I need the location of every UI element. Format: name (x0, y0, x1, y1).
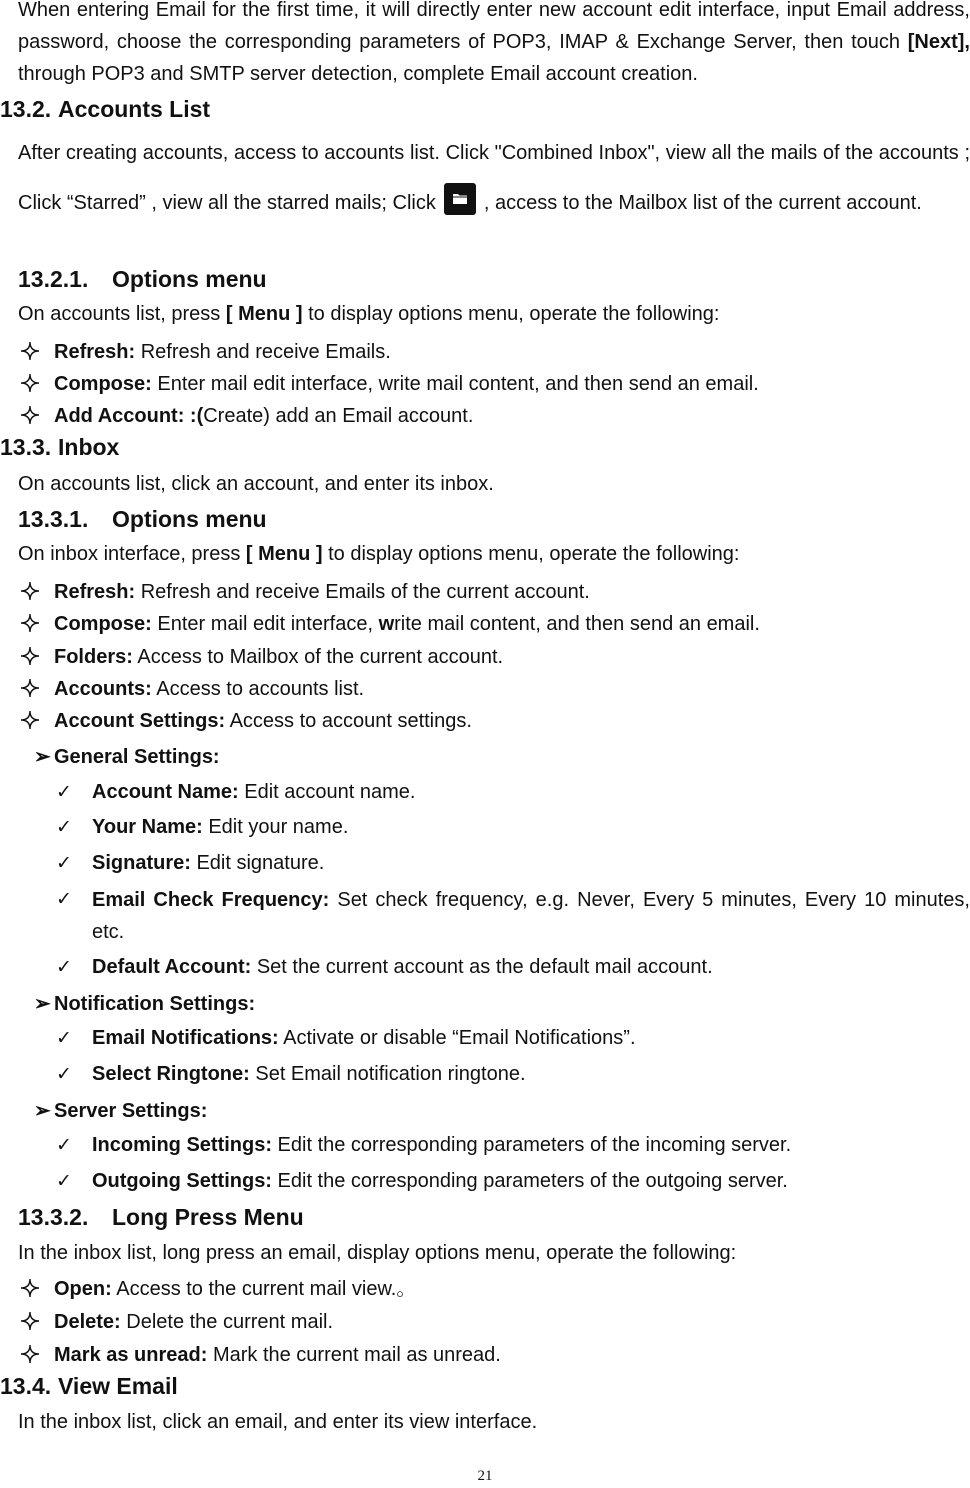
checkmark-icon: ✓ (56, 1134, 72, 1156)
intro-text: When entering Email for the first time, it will directly enter new account edit interface, input Email address, password, choose the corresponding parameters of POP3, IMAP & Exchange Server, then touch (18, 0, 970, 53)
page-number: 21 (477, 1468, 493, 1484)
long-press-paragraph: In the inbox list, long press an email, display options menu, operate the following: (18, 1242, 737, 1264)
diamond-bullet-icon (20, 678, 40, 698)
notification-settings-heading: ➢ Notification Settings: (34, 993, 256, 1015)
view-email-paragraph: In the inbox list, click an email, and enter its view interface. (18, 1411, 538, 1433)
checkmark-icon: ✓ (56, 1170, 72, 1192)
intro-paragraph (18, 0, 970, 90)
next-button-ref: [Next], (907, 31, 970, 53)
diamond-bullet-icon (20, 613, 40, 633)
general-settings-heading: ➢ General Settings: (34, 746, 220, 768)
checkmark-icon: ✓ (56, 1027, 72, 1049)
intro-text-end: through POP3 and SMTP server detection, complete Email account creation. (18, 63, 698, 85)
diamond-bullet-icon (20, 405, 40, 425)
diamond-bullet-icon (20, 581, 40, 601)
arrow-bullet-icon: ➢ (34, 993, 51, 1015)
arrow-bullet-icon: ➢ (34, 746, 51, 768)
diamond-bullet-icon (20, 710, 40, 730)
arrow-bullet-icon: ➢ (34, 1100, 51, 1122)
manual-page: When entering Email for the first time, it will directly enter new account edit interface, input Email address, password, choose the corresponding parameters of POP3, IMAP & Exchange Server, then touch [Next], through POP3 and SMTP server detection, complete Email account creation. 13.2. Accounts List After creating accounts, access to accounts list. Click "Combined Inbox", view all the mails of the accounts ; Click “Starred” , view all the starred mails; Click , access to the Mailbox list of the current account. 13.2.1. Options menu On accounts list, press [ Menu ] to display options menu, operate the following: Refresh: Refresh and receive Emails. Compose: Enter mail edit interface, write mail content, and then send an email. Add Account: :(Create) add an Email account. 13.3. Inbox On accounts list, click an account, and enter its inbox. 13.3.1. Options menu On inbox interface, press [ Menu ] to display options menu, operate the following: Refresh: Refresh and receive Emails of the current account. Compose: Enter mail edit interface, write mail content, and then send an email. Folders: Access to Mailbox of the current account. Accounts: Access to accounts list. Account Settings: Access to account settings. ➢ General Settings: ✓ Account Name: Edit account name. ✓ Your Name: Edit your name. ✓ Signature: Edit signature. ✓ Email Check Frequency: Set check frequency, e.g. Never, Every 5 minutes, Every 10 minutes, etc. ✓ Default Account: Set the current account as the default mail account. ➢ Notification Settings: ✓ Email Notifications: Activate or disable “Email Notifications”. ✓ Select Ringtone: Set Email notification ringtone. ➢ Server Settings: ✓ Incoming Settings: Edit the corresponding parameters of the incoming server. ✓ Outgoing Settings: Edit the corresponding parameters of the outgoing server. 13.3.2. Long Press Menu In the inbox list, long press an email, display options menu, operate the following: Open: Access to the current mail view.。 Delete: Delete the current mail. Mark as unread: Mark the current mail as unread. 13.4. View Email In the inbox list, click an email, and enter its view interface. 21 (0, 0, 970, 1488)
diamond-bullet-icon (20, 1344, 40, 1364)
heading-13-3: 13.3. Inbox (0, 434, 120, 460)
checkmark-icon: ✓ (56, 852, 72, 874)
heading-13-3-1: 13.3.1. Options menu (18, 506, 267, 532)
inbox-options-intro: On inbox interface, press [ Menu ] to display options menu, operate the following: (18, 543, 740, 565)
server-settings-heading: ➢ Server Settings: (34, 1100, 208, 1122)
accounts-list-paragraph: After creating accounts, access to accounts list. Click "Combined Inbox", view all the mails of the accounts ; Click “Starred” , view all the starred mails; Click , access to the Mailbox list of the current account. (18, 142, 970, 214)
diamond-bullet-icon (20, 373, 40, 393)
checkmark-icon: ✓ (56, 956, 72, 978)
heading-13-2: 13.2. Accounts List (0, 96, 211, 122)
checkmark-icon: ✓ (56, 781, 72, 803)
checkmark-icon: ✓ (56, 888, 72, 910)
folder-icon (444, 183, 476, 215)
inbox-paragraph: On accounts list, click an account, and enter its inbox. (18, 473, 494, 495)
heading-13-3-2: 13.3.2. Long Press Menu (18, 1204, 304, 1230)
diamond-bullet-icon (20, 1311, 40, 1331)
diamond-bullet-icon (20, 1278, 40, 1298)
options-menu-intro: On accounts list, press [ Menu ] to display options menu, operate the following: (18, 303, 720, 325)
checkmark-icon: ✓ (56, 816, 72, 838)
heading-13-4: 13.4. View Email (0, 1373, 178, 1399)
diamond-bullet-icon (20, 646, 40, 666)
checkmark-icon: ✓ (56, 1063, 72, 1085)
heading-13-2-1: 13.2.1. Options menu (18, 266, 267, 292)
diamond-bullet-icon (20, 341, 40, 361)
